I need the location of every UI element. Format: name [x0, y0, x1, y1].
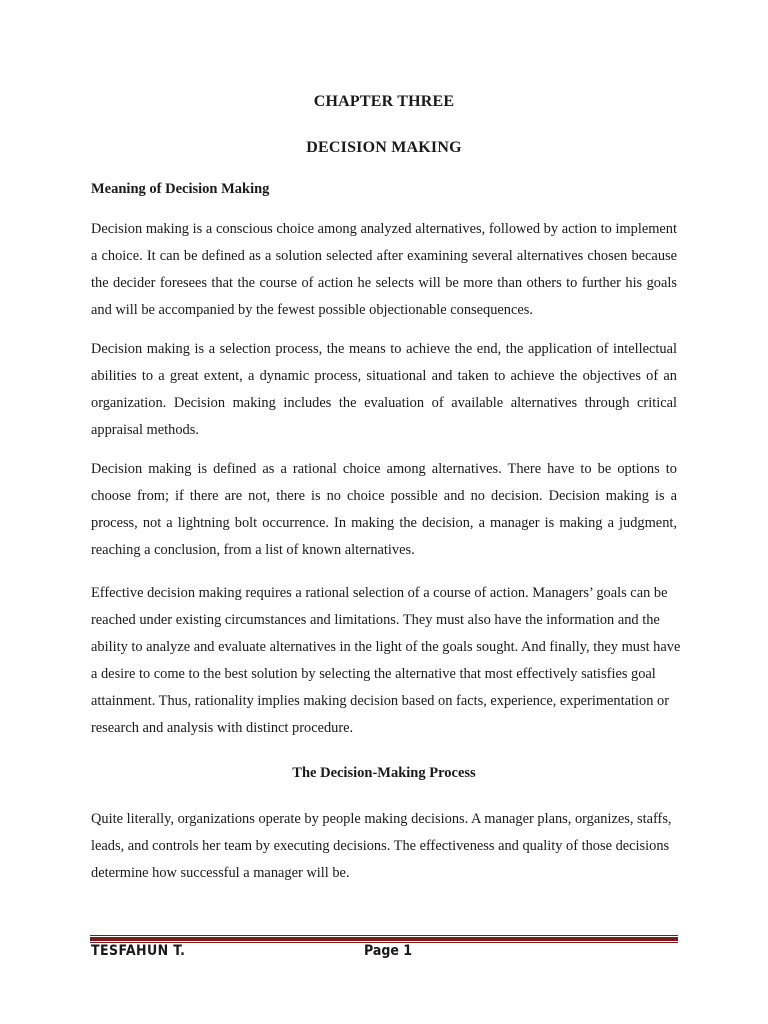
footer-author: TESFAHUN T.: [91, 943, 186, 959]
chapter-title: DECISION MAKING: [306, 139, 462, 156]
subsection-heading: The Decision-Making Process: [292, 765, 476, 781]
paragraph-4: Effective decision making requires a rational selection of a course of action. Managers’ goals can be reached under existing circumstances and limitations. They must also have the information and the ability to analyze and evaluate alternatives in the light of the goals sought. And finally, they must have a desire to come to the best solution by selecting the alternative that most effectively satisfies goal attainment. Thus, rationality implies making decision based on facts, experience, experimentation or research and analysis with distinct procedure.: [91, 585, 681, 736]
paragraph-5: Quite literally, organizations operate by people making decisions. A manager plans, organizes, staffs, leads, and controls her team by executing decisions. The effectiveness and quality of those decisions determine how successful a manager will be.: [91, 811, 672, 881]
paragraph-1: Decision making is a conscious choice among analyzed alternatives, followed by action to implement a choice. It can be defined as a solution selected after examining several alternatives chosen because the decider foresees that the course of action he selects will be more than others to further his goals and will be accompanied by the fewest possible objectionable consequences.: [91, 221, 677, 318]
footer-page-number: Page 1: [364, 943, 413, 959]
footer-rule-top: [90, 935, 678, 936]
chapter-label: CHAPTER THREE: [313, 93, 455, 110]
paragraph-3: Decision making is defined as a rational choice among alternatives. There have to be options to choose from; if there are not, there is no choice possible and no decision. Decision making is a process, not a lightning bolt occurrence. In making the decision, a manager is making a judgment, reaching a conclusion, from a list of known alternatives.: [91, 461, 677, 558]
section-heading: Meaning of Decision Making: [91, 181, 270, 197]
paragraph-2: Decision making is a selection process, the means to achieve the end, the application of intellectual abilities to a great extent, a dynamic process, situational and taken to achieve the objectives of an organization. Decision making includes the evaluation of available alternatives through critical appraisal methods.: [91, 341, 677, 438]
footer-rule-thick: [90, 937, 678, 941]
